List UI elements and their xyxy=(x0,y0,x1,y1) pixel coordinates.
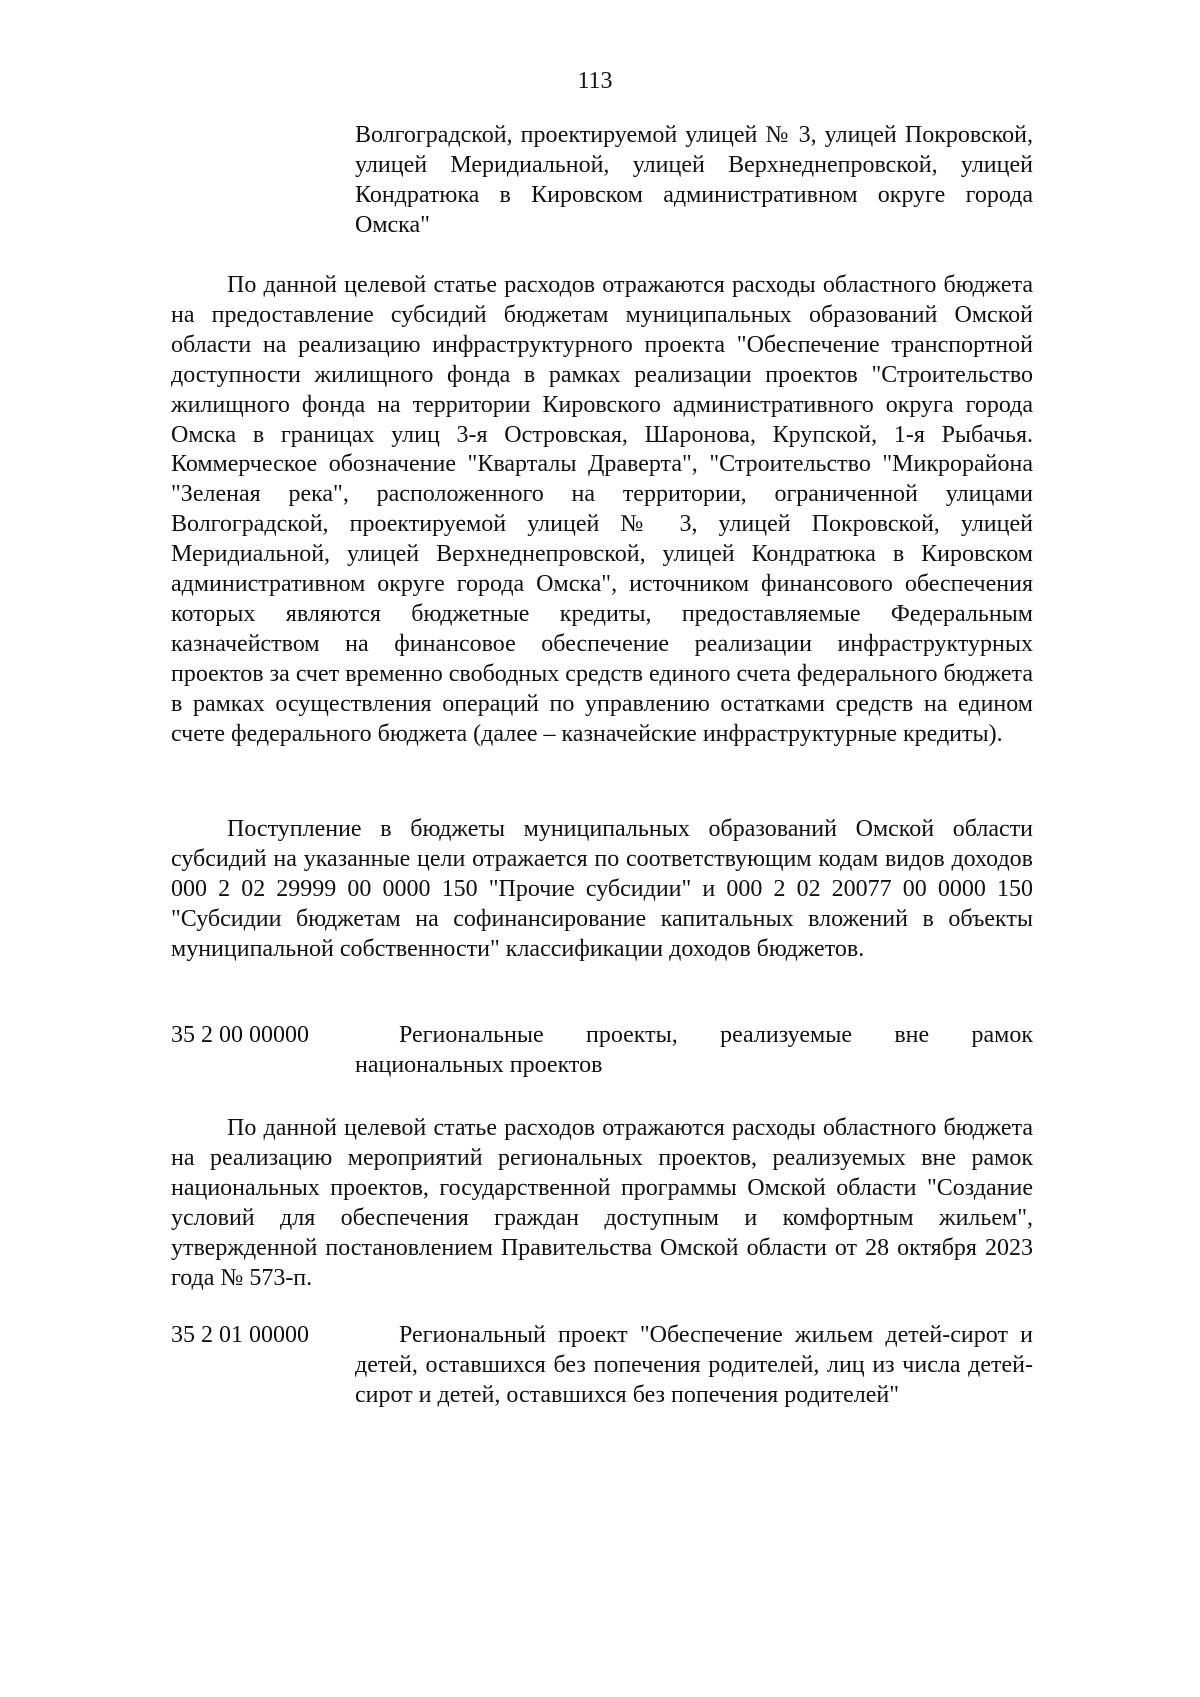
page-number: 113 xyxy=(577,68,613,94)
section-code: 35 2 01 00000 xyxy=(171,1322,309,1348)
paragraph-expenses-description: По данной целевой статье расходов отражаются расходы областного бюджета на предоставление субсидий бюджетам муниципальных образований Омской области на реализацию инфраструктурного проекта "Обеспечение транспортной доступности жилищного фонда в рамках реализации проектов "Строительство жилищного фонда на территории Кировского административного округа города Омска в границах улиц 3-я Островская, Шаронова, Крупской, 1-я Рыбачья. Коммерческое обозначение "Кварталы Драверта", "Строительство "Микрорайона "Зеленая река", расположенного на территории, ограниченной улицами Волгоградской, проектируемой улицей № 3, улицей Покровской, улицей Меридиальной, улицей Верхнеднепровской, улицей Кондратюка в Кировском административном округе города Омска", источником финансового обеспечения которых являются бюджетные кредиты, предоставляемые Федеральным казначейством на финансовое обеспечение реализации инфраструктурных проектов за счет временно свободных средств единого счета федерального бюджета в рамках осуществления операций по управлению остатками средств на едином счете федерального бюджета (далее – казначейские инфраструктурные кредиты). xyxy=(171,272,1033,747)
paragraph-income-codes: Поступление в бюджеты муниципальных образований Омской области субсидий на указанные цели отражается по соответствующим кодам видов доходов 000 2 02 29999 00 0000 150 "Прочие субсидии" и 000 2 02 20077 00 0000 150 "Субсидии бюджетам на софинансирование капитальных вложений в объекты муниципальной собственности" классификации доходов бюджетов. xyxy=(171,816,1033,962)
section-code: 35 2 00 00000 xyxy=(171,1022,309,1048)
section-title: Региональный проект "Обеспечение жильем детей-сирот и детей, оставшихся без попечения родителей, лиц из числа детей-сирот и детей, оставшихся без попечения родителей" xyxy=(355,1322,1033,1408)
heading-continuation: Волгоградской, проектируемой улицей № 3, улицей Покровской, улицей Меридиальной, улицей Верхнеднепровской, улицей Кондратюка в Кировском административном округе города Омска" xyxy=(355,122,1033,238)
section-title: Региональные проекты, реализуемые вне рамок национальных проектов xyxy=(355,1022,1033,1078)
paragraph-regional-projects: По данной целевой статье расходов отражаются расходы областного бюджета на реализацию мероприятий региональных проектов, реализуемых вне рамок национальных проектов, государственной программы Омской области "Создание условий для обеспечения граждан доступным и комфортным жильем", утвержденной постановлением Правительства Омской области от 28 октября 2023 года № 573-п. xyxy=(171,1115,1033,1291)
